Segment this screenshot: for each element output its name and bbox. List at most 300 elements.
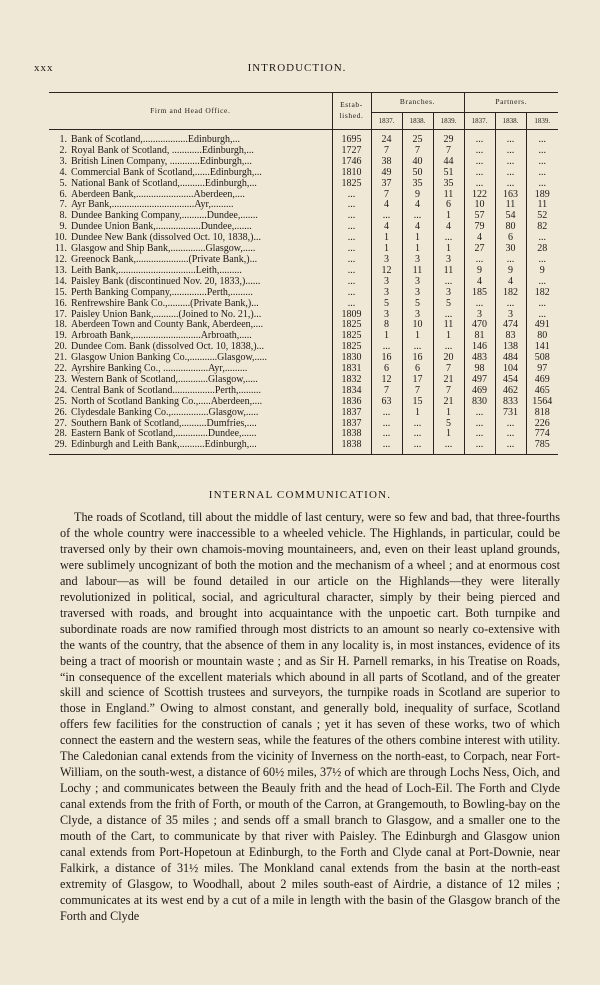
header-branches-1837: 1837. [371, 113, 402, 130]
partners-cell: 28 [526, 244, 558, 255]
firm-name: Leith Bank,...............................Leith,......... [71, 265, 242, 276]
firm-name: Glasgow and Ship Bank,..............Glasgow,..... [71, 244, 256, 255]
partners-cell: 9 [495, 266, 526, 277]
branches-cell: 3 [371, 255, 402, 266]
branches-cell: ... [371, 429, 402, 440]
header-partners: Partners. [464, 93, 558, 113]
branches-cell: 3 [402, 255, 433, 266]
row-number: 17. [54, 309, 67, 320]
row-number: 18. [54, 320, 67, 331]
partners-cell: 1564 [526, 397, 558, 408]
branches-cell: 21 [433, 375, 464, 386]
table-row [49, 353, 558, 364]
table-row [49, 146, 558, 157]
row-number: 25. [54, 396, 67, 407]
partners-cell: 163 [495, 190, 526, 201]
firm-name: Paisley Bank (discontinued Nov. 20, 1833,)...... [71, 276, 261, 287]
table-row [49, 211, 558, 222]
partners-cell: 465 [526, 386, 558, 397]
branches-cell: 5 [371, 299, 402, 310]
partners-cell: 774 [526, 429, 558, 440]
branches-cell: 10 [402, 320, 433, 331]
partners-cell: 146 [464, 342, 495, 353]
branches-cell: 25 [402, 130, 433, 146]
branches-cell: 7 [402, 386, 433, 397]
firm-cell [49, 440, 332, 454]
branches-cell: 12 [371, 375, 402, 386]
branches-cell: 7 [433, 146, 464, 157]
firm-cell [49, 179, 332, 190]
table-row [49, 233, 558, 244]
table-row [49, 310, 558, 321]
established-cell: 1746 [332, 157, 371, 168]
table-row [49, 408, 558, 419]
partners-cell: 833 [495, 397, 526, 408]
table-row [49, 266, 558, 277]
firm-cell [49, 320, 332, 331]
partners-cell: ... [495, 179, 526, 190]
branches-cell: 7 [371, 190, 402, 201]
row-number: 29. [54, 440, 67, 451]
branches-cell: 1 [371, 331, 402, 342]
branches-cell: 16 [402, 353, 433, 364]
partners-cell: 54 [495, 211, 526, 222]
established-cell: ... [332, 211, 371, 222]
partners-cell: 80 [526, 331, 558, 342]
branches-cell: 3 [371, 277, 402, 288]
branches-cell: 1 [402, 233, 433, 244]
branches-cell: 8 [371, 320, 402, 331]
established-cell: 1838 [332, 440, 371, 454]
header-branches-1838: 1838. [402, 113, 433, 130]
row-number: 26. [54, 407, 67, 418]
established-cell: ... [332, 244, 371, 255]
firm-name: Commercial Bank of Scotland,......Edinburgh,... [71, 167, 262, 178]
row-number: 27. [54, 418, 67, 429]
partners-cell: 52 [526, 211, 558, 222]
table-row [49, 397, 558, 408]
row-number: 28. [54, 429, 67, 440]
branches-cell: 3 [371, 288, 402, 299]
partners-cell: ... [495, 299, 526, 310]
branches-cell: 4 [433, 222, 464, 233]
table-row [49, 200, 558, 211]
table-row [49, 419, 558, 430]
branches-cell: 5 [402, 299, 433, 310]
firm-cell [49, 310, 332, 321]
branches-cell: 1 [371, 244, 402, 255]
partners-cell: ... [495, 168, 526, 179]
partners-cell: ... [495, 419, 526, 430]
table-row [49, 375, 558, 386]
established-cell: 1830 [332, 353, 371, 364]
row-number: 14. [54, 276, 67, 287]
partners-cell: 81 [464, 331, 495, 342]
established-cell: 1809 [332, 310, 371, 321]
established-cell: ... [332, 299, 371, 310]
partners-cell: 474 [495, 320, 526, 331]
branches-cell: 1 [433, 244, 464, 255]
header-partners-1839: 1839. [526, 113, 558, 130]
row-number: 15. [54, 287, 67, 298]
running-title: INTRODUCTION. [247, 62, 347, 74]
established-cell: ... [332, 277, 371, 288]
partners-cell: ... [526, 277, 558, 288]
firm-name: Bank of Scotland,..................Edinburgh,... [71, 134, 240, 145]
partners-cell: 11 [495, 200, 526, 211]
branches-cell: ... [433, 310, 464, 321]
firm-name: Arbroath Bank,...........................Arbroath,..... [71, 331, 252, 342]
partners-cell: 4 [464, 233, 495, 244]
firm-name: Dundee Com. Bank (dissolved Oct. 10, 1838,)... [71, 342, 265, 353]
firm-cell [49, 408, 332, 419]
partners-cell: ... [464, 429, 495, 440]
branches-cell: 4 [371, 222, 402, 233]
row-number: 12. [54, 254, 67, 265]
branches-cell: 4 [402, 222, 433, 233]
partners-cell: 785 [526, 440, 558, 454]
branches-cell: 50 [402, 168, 433, 179]
table-row [49, 244, 558, 255]
partners-cell: ... [495, 255, 526, 266]
branches-cell: 5 [433, 299, 464, 310]
partners-cell: ... [526, 255, 558, 266]
running-head [34, 62, 560, 78]
header-firm: Firm and Head Office. [49, 93, 332, 130]
row-number: 9. [59, 222, 67, 233]
partners-cell: 185 [464, 288, 495, 299]
branches-cell: 7 [371, 146, 402, 157]
partners-cell: 3 [464, 310, 495, 321]
firm-name: Edinburgh and Leith Bank,..........Edinburgh,... [71, 440, 257, 451]
established-cell: 1838 [332, 429, 371, 440]
partners-cell: ... [526, 130, 558, 146]
branches-cell: 6 [402, 364, 433, 375]
firm-cell [49, 299, 332, 310]
established-cell: 1825 [332, 342, 371, 353]
partners-cell: 3 [495, 310, 526, 321]
partners-cell: ... [495, 130, 526, 146]
row-number: 2. [59, 145, 67, 156]
table-row [49, 331, 558, 342]
partners-cell: 10 [464, 200, 495, 211]
firm-name: Greenock Bank,.....................(Private Bank,)... [71, 254, 258, 265]
established-cell: ... [332, 190, 371, 201]
branches-cell: ... [402, 211, 433, 222]
branches-cell: 3 [402, 288, 433, 299]
firm-name: Ayr Bank,.................................Ayr,......... [71, 200, 234, 211]
firm-cell [49, 277, 332, 288]
branches-cell: 37 [371, 179, 402, 190]
partners-cell: 454 [495, 375, 526, 386]
firm-name: Royal Bank of Scotland, ............Edinburgh,... [71, 145, 254, 156]
partners-cell: 182 [495, 288, 526, 299]
partners-cell: ... [464, 299, 495, 310]
row-number: 24. [54, 385, 67, 396]
branches-cell: 35 [402, 179, 433, 190]
branches-cell: 1 [402, 244, 433, 255]
branches-cell: 15 [402, 397, 433, 408]
branches-cell: ... [433, 233, 464, 244]
partners-cell: ... [464, 179, 495, 190]
firm-name: Renfrewshire Bank Co.,.........(Private Bank,)... [71, 298, 259, 309]
established-cell: 1837 [332, 408, 371, 419]
established-cell: 1825 [332, 331, 371, 342]
branches-cell: ... [433, 440, 464, 454]
branches-cell: 16 [371, 353, 402, 364]
firm-name: Perth Banking Company,..............Perth,......... [71, 287, 253, 298]
row-number: 3. [59, 156, 67, 167]
partners-cell: ... [526, 179, 558, 190]
branches-cell: ... [402, 419, 433, 430]
branches-cell: 1 [402, 408, 433, 419]
firm-cell [49, 419, 332, 430]
partners-cell: 11 [526, 200, 558, 211]
partners-cell: ... [464, 419, 495, 430]
row-number: 13. [54, 265, 67, 276]
established-cell: 1831 [332, 364, 371, 375]
established-cell: 1727 [332, 146, 371, 157]
established-cell: 1836 [332, 397, 371, 408]
firm-cell [49, 130, 332, 146]
branches-cell: 38 [371, 157, 402, 168]
established-cell: 1695 [332, 130, 371, 146]
firm-name: Southern Bank of Scotland,..........Dumfries,.... [71, 418, 257, 429]
partners-cell: 9 [464, 266, 495, 277]
firm-name: Western Bank of Scotland,............Glasgow,..... [71, 374, 258, 385]
firm-name: Eastern Bank of Scotland,.............Dundee,...... [71, 429, 257, 440]
partners-cell: 470 [464, 320, 495, 331]
firm-cell [49, 255, 332, 266]
branches-cell: 9 [402, 190, 433, 201]
table-row [49, 440, 558, 454]
branches-cell: ... [371, 342, 402, 353]
partners-cell: 141 [526, 342, 558, 353]
partners-cell: ... [526, 157, 558, 168]
header-established: Estab- lished. [332, 93, 371, 130]
partners-cell: 83 [495, 331, 526, 342]
partners-cell: ... [495, 440, 526, 454]
partners-cell: 182 [526, 288, 558, 299]
partners-cell: ... [464, 408, 495, 419]
branches-cell: 1 [371, 233, 402, 244]
firm-cell [49, 364, 332, 375]
firm-cell [49, 397, 332, 408]
header-partners-1837: 1837. [464, 113, 495, 130]
table-row [49, 429, 558, 440]
branches-cell: ... [402, 429, 433, 440]
established-cell: ... [332, 288, 371, 299]
partners-cell: ... [526, 168, 558, 179]
partners-cell: 497 [464, 375, 495, 386]
branches-cell: 7 [371, 386, 402, 397]
firm-name: Dundee Banking Company,..........Dundee,....... [71, 211, 258, 222]
partners-cell: 4 [464, 277, 495, 288]
table-row [49, 179, 558, 190]
table-row [49, 320, 558, 331]
branches-cell: 4 [402, 200, 433, 211]
partners-cell: ... [526, 310, 558, 321]
firm-cell [49, 266, 332, 277]
branches-cell: 35 [433, 179, 464, 190]
partners-cell: ... [464, 255, 495, 266]
firm-cell [49, 168, 332, 179]
branches-cell: 1 [433, 429, 464, 440]
partners-cell: 469 [526, 375, 558, 386]
established-cell: 1825 [332, 179, 371, 190]
firm-cell [49, 244, 332, 255]
partners-cell: 462 [495, 386, 526, 397]
row-number: 1. [59, 134, 67, 145]
table-body [49, 130, 558, 455]
branches-cell: 11 [402, 266, 433, 277]
branches-cell: ... [433, 277, 464, 288]
established-cell: ... [332, 255, 371, 266]
firm-cell [49, 342, 332, 353]
partners-cell: ... [464, 440, 495, 454]
partners-cell: 80 [495, 222, 526, 233]
row-number: 16. [54, 298, 67, 309]
table-row [49, 190, 558, 201]
partners-cell: 508 [526, 353, 558, 364]
partners-cell: 9 [526, 266, 558, 277]
branches-cell: 63 [371, 397, 402, 408]
partners-cell: ... [526, 299, 558, 310]
partners-cell: 484 [495, 353, 526, 364]
branches-cell: 11 [433, 320, 464, 331]
firm-name: British Linen Company, ............Edinburgh,... [71, 156, 252, 167]
partners-cell: 731 [495, 408, 526, 419]
firm-cell [49, 222, 332, 233]
branches-cell: 6 [371, 364, 402, 375]
partners-cell: ... [526, 233, 558, 244]
firm-cell [49, 157, 332, 168]
row-number: 23. [54, 374, 67, 385]
branches-cell: 11 [433, 266, 464, 277]
partners-cell: 57 [464, 211, 495, 222]
firm-name: Dundee Union Bank,..................Dundee,....... [71, 222, 252, 233]
firm-name: Glasgow Union Banking Co.,...........Glasgow,..... [71, 353, 268, 364]
firm-cell [49, 233, 332, 244]
table-row [49, 288, 558, 299]
partners-cell: 6 [495, 233, 526, 244]
branches-cell: 7 [402, 146, 433, 157]
table-row [49, 386, 558, 397]
branches-cell: ... [371, 440, 402, 454]
firm-cell [49, 375, 332, 386]
branches-cell: ... [433, 342, 464, 353]
table-row [49, 364, 558, 375]
branches-cell: 1 [402, 331, 433, 342]
branches-cell: 51 [433, 168, 464, 179]
table-row [49, 342, 558, 353]
firm-name: Clydesdale Banking Co.,...............Glasgow,..... [71, 407, 259, 418]
row-number: 11. [54, 244, 67, 255]
branches-cell: 1 [433, 331, 464, 342]
established-cell: ... [332, 200, 371, 211]
partners-cell: 97 [526, 364, 558, 375]
branches-cell: 7 [433, 386, 464, 397]
established-cell: 1825 [332, 320, 371, 331]
branches-cell: 44 [433, 157, 464, 168]
firm-cell [49, 353, 332, 364]
row-number: 10. [54, 233, 67, 244]
branches-cell: 1 [433, 408, 464, 419]
branches-cell: 20 [433, 353, 464, 364]
firm-name: Paisley Union Bank,..........(Joined to No. 21,)... [71, 309, 262, 320]
row-number: 4. [59, 167, 67, 178]
branches-cell: 3 [402, 310, 433, 321]
branches-cell: 12 [371, 266, 402, 277]
row-number: 22. [54, 364, 67, 375]
partners-cell: 830 [464, 397, 495, 408]
branches-cell: 3 [433, 255, 464, 266]
table-row [49, 277, 558, 288]
partners-cell: 189 [526, 190, 558, 201]
partners-cell: ... [464, 146, 495, 157]
firm-name: Central Bank of Scotland.................Perth,......... [71, 385, 261, 396]
page-number: xxx [34, 62, 54, 74]
established-cell: 1832 [332, 375, 371, 386]
firm-name: North of Scotland Banking Co.,.....Aberdeen,.... [71, 396, 263, 407]
table-row [49, 299, 558, 310]
branches-cell: 29 [433, 130, 464, 146]
branches-cell: 49 [371, 168, 402, 179]
branches-cell: 4 [371, 200, 402, 211]
branches-cell: 3 [433, 288, 464, 299]
partners-cell: 138 [495, 342, 526, 353]
established-cell: 1810 [332, 168, 371, 179]
partners-cell: 98 [464, 364, 495, 375]
row-number: 5. [59, 178, 67, 189]
partners-cell: ... [495, 146, 526, 157]
table-row [49, 168, 558, 179]
branches-cell: ... [402, 440, 433, 454]
partners-cell: 27 [464, 244, 495, 255]
branches-cell: 24 [371, 130, 402, 146]
partners-cell: 226 [526, 419, 558, 430]
branches-cell: 3 [371, 310, 402, 321]
partners-cell: 79 [464, 222, 495, 233]
partners-cell: 4 [495, 277, 526, 288]
row-number: 19. [54, 331, 67, 342]
partners-cell: ... [464, 168, 495, 179]
partners-cell: 818 [526, 408, 558, 419]
branches-cell: 5 [433, 419, 464, 430]
established-cell: ... [332, 222, 371, 233]
partners-cell: 483 [464, 353, 495, 364]
firm-cell [49, 190, 332, 201]
firm-cell [49, 429, 332, 440]
table-row [49, 255, 558, 266]
firm-cell [49, 331, 332, 342]
partners-cell: 82 [526, 222, 558, 233]
firm-name: Aberdeen Bank,.......................Aberdeen,.... [71, 189, 245, 200]
partners-cell: 491 [526, 320, 558, 331]
row-number: 21. [54, 353, 67, 364]
branches-cell: ... [371, 408, 402, 419]
branches-cell: ... [402, 342, 433, 353]
branches-cell: 3 [402, 277, 433, 288]
table-row [49, 130, 558, 146]
row-number: 6. [59, 189, 67, 200]
firm-cell [49, 211, 332, 222]
firm-name: Dundee New Bank (dissolved Oct. 10, 1838,)... [71, 233, 261, 244]
firm-cell [49, 200, 332, 211]
firm-cell [49, 386, 332, 397]
header-branches: Branches. [371, 93, 464, 113]
body-paragraph: The roads of Scotland, till about the middle of last century, were so few and bad, that three-fourths of the whole country were inaccessible to a wheeled vehicle. The Highlands, in particular, could be traversed only by their own chamois-moving mountaineers, and, even on their least upland grounds, were sublimely uncognizant of both the motion and the mechanism of a wheel ; and at enormous cost and labour—as will be found detailed in our article on the Highlands—they were literally revolutionized in political, social, and agricultural character, simply by their being pierced and traversed with roads, and brought into acquaintance with the unpoetic cart. Both turnpike and subordinate roads are now ramified through most districts to an amount so nearly co-extensive with the wants of the country, that the absence of them in any locality is, in most instances, evidence of its being a tract of moorish or mountain waste ; and as Sir H. Parnell remarks, in his Treatise on Roads, “in consequence of the excellent materials which abound in all parts of Scotland, and of the greater skill and science of Scottish trustees and surveyors, the turnpike roads in Scotland are superior to those in England.” Owing to almost constant, and generally bold, inequality of surface, Scotland offers few facilities for the construction of canals ; yet it has seven of these works, two of which connect the eastern and the western seas, while the features of the others combine interest with utility. The Caledonian canal extends from the vicinity of Inverness on the north-east, to Corpach, near Fort-William, on the south-west, a distance of 60½ miles, 37½ of which are through Lochs Ness, Oich, and Lochy ; and communicates between the Beauly frith and the head of Loch-Eil. The Forth and Clyde canal extends from the frith of Forth, or mouth of the Carron, at Grangemouth, to Bowling-bay on the Clyde, a distance of 35 miles ; and sends off a small branch to Glasgow, and a smaller one to the mouth of the Cart, to communicate by that river with Paisley. The Edinburgh and Glasgow union canal extends from Port-Hopetoun at Edinburgh, to the Forth and Clyde canal at Port-Downie, near Falkirk, a distance of 31½ miles. The Monkland canal extends from the basin at the north-east extremity of Glasgow, to Woodhall, about 2 miles south-east of Airdrie, a distance of 12 miles ; communicates at its west end by a cut of a mile in length with the basin of the Glasgow branch of the Forth and Clyde [60, 510, 560, 923]
